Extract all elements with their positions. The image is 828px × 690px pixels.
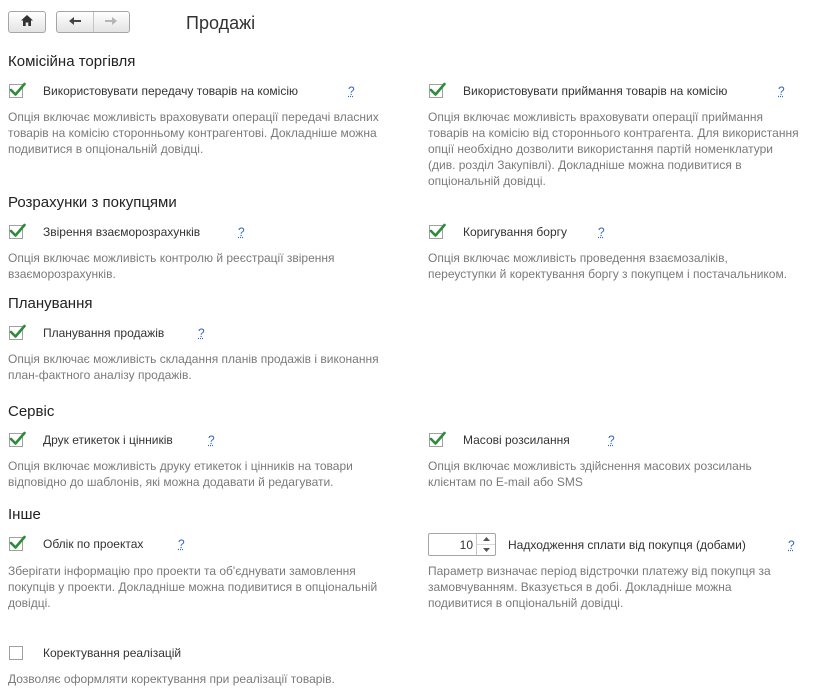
commission-out-label[interactable]: Використовувати передачу товарів на комісію [43, 84, 298, 98]
description-line: покупців у проекти. Докладніше можна подивитися в опціональній [8, 580, 378, 594]
description-line: Дозволяє оформляти коректування при реалізації товарів. [8, 672, 335, 686]
description-line: Опція включає можливість враховувати операції передачі власних [8, 110, 379, 124]
checkmark-icon [429, 430, 446, 447]
checkmark-icon [9, 323, 26, 340]
commission-in-checkbox[interactable] [429, 84, 443, 98]
commission-out-help-link[interactable]: ? [348, 84, 355, 98]
description-line: подивитися в опціональній довідці. [428, 596, 624, 610]
description-line: подивитися в опціональній довідці. [8, 142, 204, 156]
checkmark-icon [9, 430, 26, 447]
commission-in-label[interactable]: Використовувати приймання товарів на комісію [463, 84, 728, 98]
description-line: Параметр визначає період відстрочки платежу від покупця за [428, 564, 771, 578]
mass-mailing-label[interactable]: Масові розсилання [463, 433, 570, 447]
arrow-left-icon [68, 15, 82, 29]
sales-planning-label[interactable]: Планування продажів [43, 326, 165, 340]
projects-label[interactable]: Облік по проектах [43, 537, 144, 551]
home-icon [20, 14, 34, 30]
sales-planning-checkbox[interactable] [9, 326, 23, 340]
payment-delay-label: Надходження сплати від покупця (добами) [508, 538, 746, 552]
description-line: Опція включає можливість враховувати операції приймання [428, 110, 763, 124]
commission-in-help-link[interactable]: ? [778, 84, 785, 98]
reconciliation-label[interactable]: Звірення взаєморозрахунків [43, 225, 201, 239]
mass-mailing-description [428, 458, 752, 490]
payment-delay-description [428, 563, 771, 611]
description-line: опції необхідно дозволити використання партій номенклатури [428, 142, 773, 156]
section-commission-header: Комісійна торгівля [8, 53, 136, 70]
labels-print-checkbox[interactable] [9, 433, 23, 447]
reconciliation-checkbox[interactable] [9, 225, 23, 239]
description-line: план-фактного аналізу продажів. [8, 368, 192, 382]
description-line: відповідно до шаблонів, які можна додавати й редагувати. [8, 475, 334, 489]
checkmark-icon [9, 81, 26, 98]
description-line: Опція включає можливість контролю й реєстрації звірення [8, 251, 335, 265]
labels-print-label[interactable]: Друк етикеток і цінників [43, 433, 173, 447]
projects-checkbox[interactable] [9, 537, 23, 551]
description-line: довідці. [8, 596, 51, 610]
debt-adjust-help-link[interactable]: ? [598, 225, 605, 239]
checkmark-icon [429, 81, 446, 98]
projects-description [8, 563, 377, 611]
spin-up-button[interactable] [477, 534, 495, 544]
description-line: товарів на комісію сторонньому контрагентові. Докладніше можна [8, 126, 377, 140]
description-line: (див. розділ Закупівлі). Докладніше можна подивитися в [428, 158, 742, 172]
labels-print-help-link[interactable]: ? [208, 433, 215, 447]
description-line: Зберігати інформацію про проекти та об'єднувати замовлення [8, 564, 356, 578]
debt-adjust-label[interactable]: Коригування боргу [463, 225, 568, 239]
mass-mailing-checkbox[interactable] [429, 433, 443, 447]
section-settlements-header: Розрахунки з покупцями [8, 194, 177, 211]
mass-mailing-help-link[interactable]: ? [608, 433, 615, 447]
checkmark-icon [429, 222, 446, 239]
description-line: Опція включає можливість друку етикеток і цінників на товари [8, 459, 353, 473]
commission-out-checkbox[interactable] [9, 84, 23, 98]
description-line: опціональній довідці. [428, 174, 546, 188]
description-line: Опція включає можливість проведення взаємозаліків, [428, 251, 728, 265]
description-line: Опція включає можливість складання планів продажів і виконання [8, 352, 379, 366]
projects-help-link[interactable]: ? [178, 537, 185, 551]
description-line: Опція включає можливість здійснення масових розсилань [428, 459, 752, 473]
sales-planning-help-link[interactable]: ? [198, 326, 205, 340]
arrow-right-icon [104, 15, 118, 29]
section-planning-header: Планування [8, 295, 93, 312]
page-title: Продажі [186, 13, 256, 33]
debt-adjust-checkbox[interactable] [429, 225, 443, 239]
spin-down-button[interactable] [477, 544, 495, 555]
description-line: переуступки й коректування боргу з покупцем і постачальником. [428, 267, 788, 281]
navigation-buttons [56, 11, 130, 33]
payment-delay-help-link[interactable]: ? [788, 538, 795, 552]
commission-out-description [8, 109, 379, 157]
sales-correction-description [8, 671, 335, 687]
checkmark-icon [9, 222, 26, 239]
section-service-header: Сервіс [8, 403, 55, 420]
sales-planning-description [8, 351, 379, 383]
sales-correction-checkbox[interactable] [9, 646, 23, 660]
reconciliation-help-link[interactable]: ? [238, 225, 245, 239]
commission-in-description [428, 109, 799, 189]
forward-button[interactable] [93, 12, 130, 32]
description-line: товарів на комісію від стороннього контрагента. Для використання [428, 126, 799, 140]
checkmark-icon [9, 534, 26, 551]
description-line: клієнтам по E-mail або SMS [428, 475, 583, 489]
payment-delay-stepper [476, 534, 495, 555]
debt-adjust-description [428, 250, 787, 282]
payment-delay-spinbox [428, 533, 496, 556]
payment-delay-input[interactable] [429, 534, 477, 555]
back-button[interactable] [57, 12, 93, 32]
section-other-header: Інше [8, 506, 41, 523]
sales-correction-label[interactable]: Коректування реалізацій [43, 646, 182, 660]
home-button[interactable] [8, 11, 46, 33]
reconciliation-description [8, 250, 335, 282]
description-line: взаєморозрахунків. [8, 267, 116, 281]
labels-print-description [8, 458, 353, 490]
description-line: замовчуванням. Вказується в добі. Докладніше можна [428, 580, 732, 594]
